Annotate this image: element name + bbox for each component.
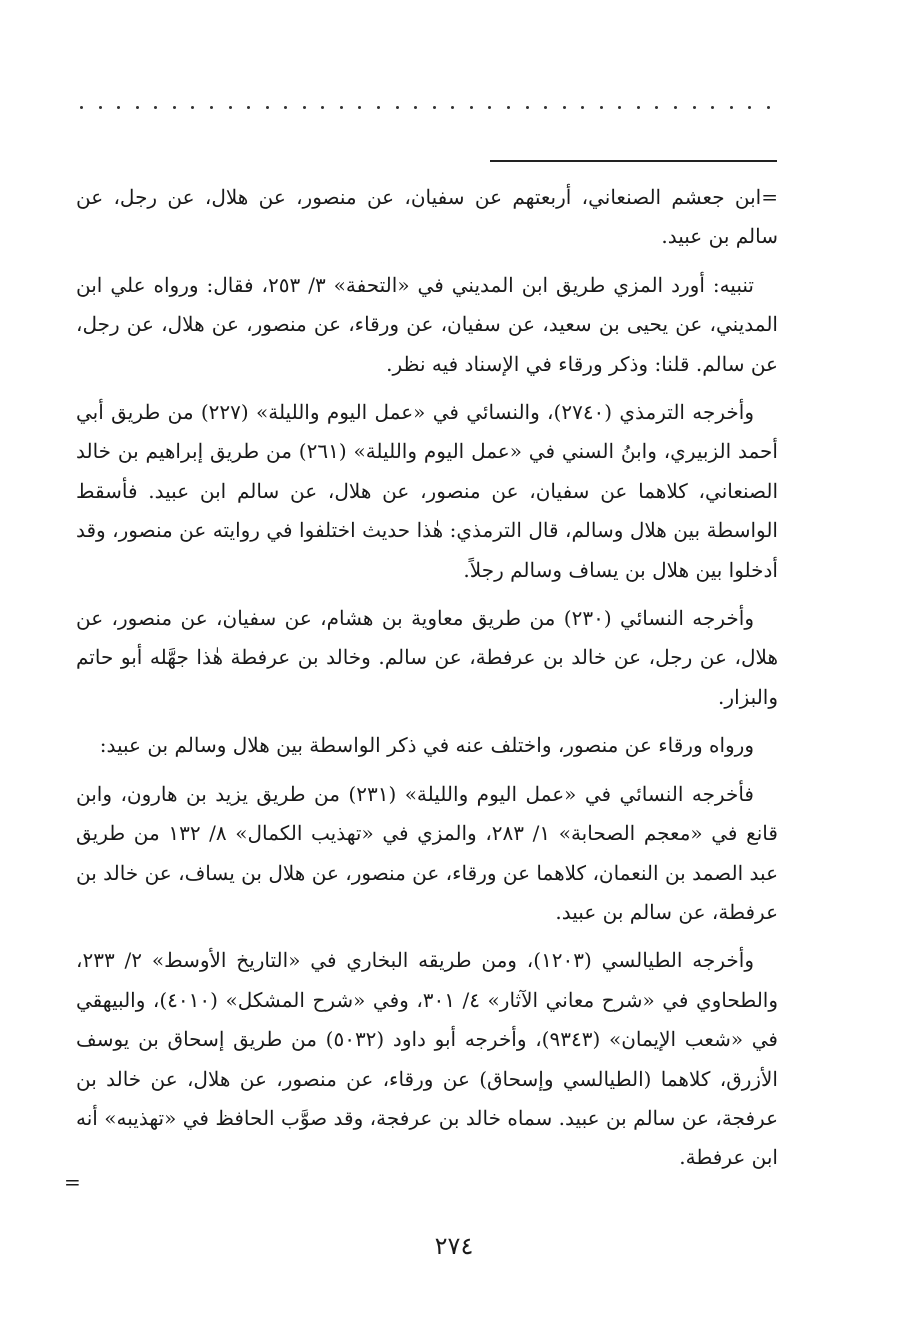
separator-dot (655, 106, 658, 109)
paragraph-tayalisi: وأخرجه الطيالسي (١٢٠٣)، ومن طريقه البخاري في «التاريخ الأوسط» ٢/ ٢٣٣، والطحاوي في «شرح معاني الآثار» ٤/ ٣٠١، وفي «شرح المشكل» (٤٠١٠)، والبيهقي في «شعب الإيمان» (٩٣٤٣)، وأخرجه أبو داود (٥٠٣٢) من طريق إسحاق بن يوسف الأزرق، كلاهما (الطيالسي وإسحاق) عن ورقاء، عن منصور، عن هلال، عن خالد بن عرفجة، عن سالم بن عبيد. سماه خالد بن عرفجة، وقد صوَّب الحافظ في «تهذيبه» أنه ابن عرفطة. (76, 948, 779, 1170)
continuation-mark: = (64, 1170, 81, 1194)
dotted-separator (80, 100, 770, 116)
separator-dot (321, 106, 324, 109)
separator-dot (247, 106, 250, 109)
footnote-rule (490, 160, 777, 162)
separator-dot (674, 106, 677, 109)
separator-dot (730, 106, 733, 109)
separator-dot (340, 106, 343, 109)
separator-dot (377, 106, 380, 109)
footnote-text (76, 178, 778, 1187)
paragraph-tirmidhi: وأخرجه الترمذي (٢٧٤٠)، والنسائي في «عمل اليوم والليلة» (٢٢٧) من طريق أبي أحمد الزبيري، وابنُ السني في «عمل اليوم والليلة» (٢٦١) من طريق إبراهيم بن خالد الصنعاني، كلاهما عن سفيان، عن منصور، عن هلال، عن سالم ابن عبيد. فأسقط الواسطة بين هلال وسالم، قال الترمذي: هٰذا حديث اختلفوا في روايته عن منصور، وقد أدخلوا بين هلال بن يساف وسالم رجلاً. (76, 400, 778, 582)
separator-dot (80, 106, 83, 109)
separator-dot (210, 106, 213, 109)
separator-dot (507, 106, 510, 109)
paragraph-nasai-second: فأخرجه النسائي في «عمل اليوم والليلة» (٢٣١) من طريق يزيد بن هارون، وابن قانع في «معجم الصحابة» ١/ ٢٨٣، والمزي في «تهذيب الكمال» ٨/ ١٣٢ من طريق عبد الصمد بن النعمان، كلاهما عن ورقاء، عن منصور، عن هلال بن يساف، عن خالد بن عرفطة، عن سالم بن عبيد. (76, 781, 779, 924)
separator-dot (303, 106, 306, 109)
separator-dot (748, 106, 751, 109)
separator-dot (544, 106, 547, 109)
separator-dot (618, 106, 621, 109)
paragraph-note: تنبيه: أورد المزي طريق ابن المديني في «التحفة» ٣/ ٢٥٣، فقال: ورواه علي ابن المديني، عن يحيى بن سعيد، عن سفيان، عن ورقاء، عن منصور، عن هلال، عن رجل، عن سالم. قلنا: وذكر ورقاء في الإسناد فيه نظر. (76, 272, 778, 376)
separator-dot (433, 106, 436, 109)
separator-dot (414, 106, 417, 109)
separator-dot (637, 106, 640, 109)
separator-dot (451, 106, 454, 109)
separator-dot (117, 106, 120, 109)
separator-dot (600, 106, 603, 109)
separator-dot (693, 106, 696, 109)
separator-dot (488, 106, 491, 109)
separator-dot (526, 106, 529, 109)
paragraph-warqa: ورواه ورقاء عن منصور، واختلف عنه في ذكر الواسطة بين هلال وسالم بن عبيد: (99, 733, 754, 758)
separator-dot (767, 106, 770, 109)
separator-dot (711, 106, 714, 109)
separator-dot (563, 106, 566, 109)
separator-dot (191, 106, 194, 109)
paragraph-continuation: =ابن جعشم الصنعاني، أربعتهم عن سفيان، عن منصور، عن هلال، عن رجل، عن سالم بن عبيد. (76, 185, 778, 249)
separator-dot (358, 106, 361, 109)
separator-dot (173, 106, 176, 109)
separator-dot (99, 106, 102, 109)
separator-dot (581, 106, 584, 109)
separator-dot (154, 106, 157, 109)
separator-dot (229, 106, 232, 109)
separator-dot (470, 106, 473, 109)
separator-dot (284, 106, 287, 109)
separator-dot (396, 106, 399, 109)
separator-dot (266, 106, 269, 109)
paragraph-nasai: وأخرجه النسائي (٢٣٠) من طريق معاوية بن هشام، عن سفيان، عن منصور، عن هلال، عن رجل، عن خالد بن عرفطة، عن سالم. وخالد بن عرفطة هٰذا جهَّله أبو حاتم والبزار. (76, 606, 778, 709)
page-number: ٢٧٤ (434, 1232, 474, 1260)
separator-dot (136, 106, 139, 109)
